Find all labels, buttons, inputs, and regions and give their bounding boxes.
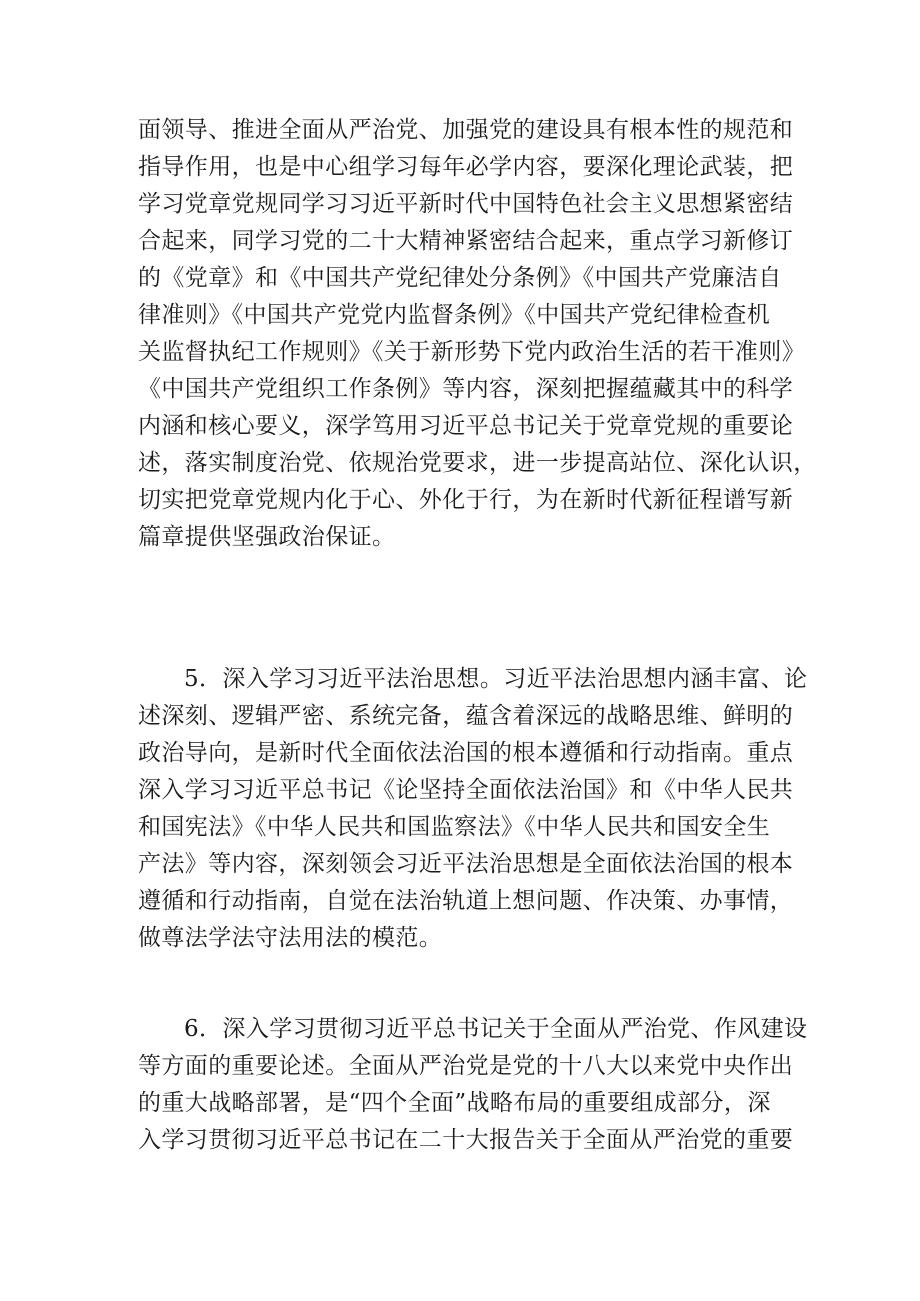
text-line: 深入学习习近平总书记《论坚持全面依法治国》和《中华人民共 <box>138 777 794 803</box>
text-line: 做尊法学法守法用法的模范。 <box>138 925 443 951</box>
text-line: 政治导向，是新时代全面依法治国的根本遵循和行动指南。重点 <box>138 740 794 766</box>
text-line: 学习党章党规同学习习近平新时代中国特色社会主义思想紧密结 <box>138 191 794 217</box>
text-line-heading: 6．深入学习贯彻习近平总书记关于全面从严治党、作风建设 <box>184 1016 808 1042</box>
text-line: 遵循和行动指南，自觉在法治轨道上想问题、作决策、办事情， <box>138 888 794 914</box>
text-line: 关监督执纪工作规则》《关于新形势下党内政治生活的若干准则》 <box>138 339 806 365</box>
text-line: 切实把党章党规内化于心、外化于行，为在新时代新征程谱写新 <box>138 487 794 513</box>
text-line: 入学习贯彻习近平总书记在二十大报告关于全面从严治党的重要 <box>138 1127 794 1153</box>
text-line: 面领导、推进全面从严治党、加强党的建设具有根本性的规范和 <box>138 117 794 143</box>
text-line: 篇章提供坚强政治保证。 <box>138 524 396 550</box>
paragraph-party-rules-continued <box>138 112 817 556</box>
text-line: 的重大战略部署，是“四个全面”战略布局的重要组成部分，深 <box>138 1090 771 1116</box>
text-line: 律准则》《中国共产党党内监督条例》《中国共产党纪律检查机 <box>138 302 771 328</box>
text-line: 指导作用，也是中心组学习每年必学内容，要深化理论武装，把 <box>138 154 794 180</box>
text-line: 合起来，同学习党的二十大精神紧密结合起来，重点学习新修订 <box>138 228 794 254</box>
text-line: 述深刻、逻辑严密、系统完备，蕴含着深远的战略思维、鲜明的 <box>138 703 794 729</box>
text-line: 等方面的重要论述。全面从严治党是党的十八大以来党中央作出 <box>138 1053 794 1079</box>
text-line: 和国宪法》《中华人民共和国监察法》《中华人民共和国安全生 <box>138 814 771 840</box>
paragraph-item-5 <box>138 661 808 957</box>
text-line: 述，落实制度治党、依规治党要求，进一步提高站位、深化认识， <box>138 450 817 476</box>
text-line: 《中国共产党组织工作条例》等内容，深刻把握蕴藏其中的科学 <box>138 376 794 402</box>
text-line: 产法》等内容，深刻领会习近平法治思想是全面依法治国的根本 <box>138 851 794 877</box>
text-line-heading: 5．深入学习习近平法治思想。习近平法治思想内涵丰富、论 <box>184 666 808 692</box>
paragraph-item-6 <box>138 1011 808 1159</box>
text-line: 的《党章》和《中国共产党纪律处分条例》《中国共产党廉洁自 <box>138 265 782 291</box>
text-line: 内涵和核心要义，深学笃用习近平总书记关于党章党规的重要论 <box>138 413 794 439</box>
